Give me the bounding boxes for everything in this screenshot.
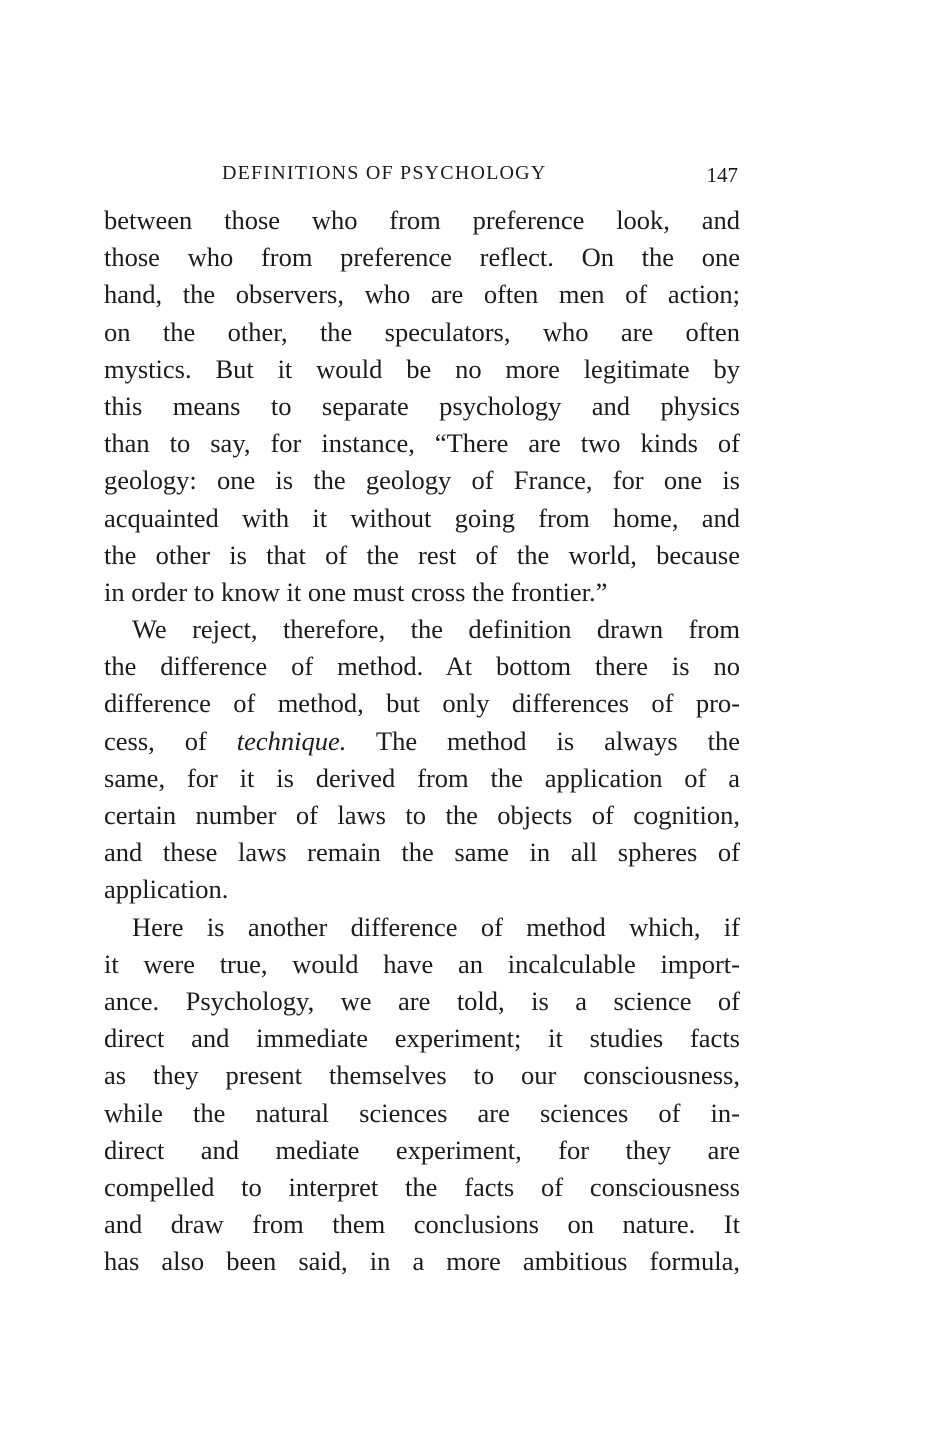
- text-line: in order to know it one must cross the frontier.”: [104, 576, 608, 607]
- text-line: certain number of laws to the objects of cognition,: [104, 800, 740, 830]
- text-line-with-italic: [104, 723, 740, 760]
- text-line: geology: one is the geology of France, for one is: [104, 465, 740, 496]
- text-line: while the natural sciences are sciences of in-: [104, 1097, 740, 1128]
- text-line: has also been said, in a more ambitious formula,: [104, 1246, 740, 1277]
- page-number: 147: [706, 163, 738, 187]
- text-segment: The method is always the: [375, 725, 741, 756]
- text-line: and draw from them conclusions on nature. It: [104, 1209, 740, 1240]
- text-line: as they present themselves to our consciousness,: [104, 1060, 740, 1091]
- paragraph-3: [104, 909, 740, 1281]
- text-line: application.: [104, 874, 229, 905]
- text-line: hand, the observers, who are often men of action;: [104, 279, 740, 310]
- text-line: between those who from preference look, and: [104, 205, 740, 235]
- text-line: on the other, the speculators, who are often: [104, 316, 740, 347]
- text-line: the other is that of the rest of the world, because: [104, 539, 740, 570]
- text-line: direct and mediate experiment, for they are: [104, 1134, 740, 1165]
- text-line: this means to separate psychology and physics: [104, 390, 740, 421]
- paragraph-1: [104, 202, 740, 611]
- text-line: compelled to interpret the facts of consciousness: [104, 1171, 740, 1202]
- text-line: it were true, would have an incalculable import-: [104, 948, 740, 979]
- text-line: Here is another difference of method which, if: [132, 911, 740, 942]
- text-line: and these laws remain the same in all spheres of: [104, 837, 740, 868]
- text-line: same, for it is derived from the application of a: [104, 762, 740, 793]
- body-text: [104, 202, 740, 1280]
- text-line: We reject, therefore, the definition drawn from: [132, 614, 740, 645]
- paragraph-2: [104, 611, 740, 909]
- text-line: ance. Psychology, we are told, is a science of: [104, 985, 740, 1016]
- text-line: acquainted with it without going from home, and: [104, 502, 740, 533]
- italic-term: technique.: [236, 725, 347, 756]
- text-segment: cess, of: [104, 725, 207, 756]
- text-line: direct and immediate experiment; it studies facts: [104, 1023, 740, 1054]
- text-line: the difference of method. At bottom there is no: [104, 651, 740, 682]
- text-line: difference of method, but only differences of pro-: [104, 688, 740, 719]
- running-title: DEFINITIONS OF PSYCHOLOGY: [222, 162, 547, 184]
- text-line: than to say, for instance, “There are two kinds of: [104, 428, 740, 459]
- text-line: mystics. But it would be no more legitimate by: [104, 353, 740, 384]
- running-head: [104, 156, 740, 190]
- text-line: those who from preference reflect. On the one: [104, 242, 740, 273]
